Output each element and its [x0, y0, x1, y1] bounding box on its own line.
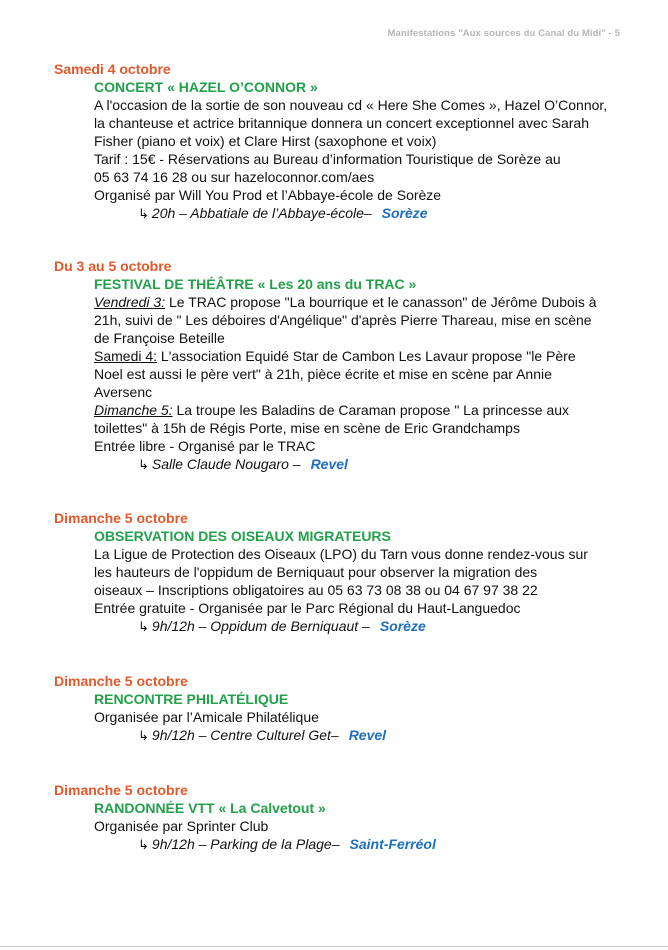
event-description-line: la chanteuse et actrice britannique donnera un concert exceptionnel avec Sarah [94, 115, 589, 131]
event-time-venue: Salle Claude Nougaro – [151, 456, 301, 472]
event-location [138, 835, 629, 854]
arrow-icon: ↳ [138, 728, 149, 743]
event-description-line: Noel est aussi le père vert" à 21h, pièce écrite et mise en scène par Annie [94, 366, 552, 382]
event-town: Saint-Ferréol [349, 836, 436, 852]
event-description-line: les hauteurs de l'oppidum de Berniquaut pour observer la migration des [94, 564, 538, 580]
event-time-venue: 9h/12h – Centre Culturel Get– [151, 727, 339, 743]
event-block [54, 781, 629, 854]
event-time-venue: 20h – Abbatiale de l’Abbaye-école– [151, 205, 372, 221]
event-location [138, 726, 629, 745]
day-description: La troupe les Baladins de Caraman propose " La princesse aux [172, 402, 570, 418]
event-body [94, 527, 629, 636]
event-town: Revel [310, 456, 348, 472]
event-body [94, 78, 629, 223]
event-block [54, 257, 629, 474]
event-description-line: La Ligue de Protection des Oiseaux (LPO) du Tarn vous donne rendez-vous sur [94, 546, 588, 562]
event-block [54, 672, 629, 745]
event-title: CONCERT « HAZEL O’CONNOR » [94, 79, 318, 95]
event-description-line [94, 401, 629, 419]
event-description-line: de Françoise Beteille [94, 330, 225, 346]
event-date: Dimanche 5 octobre [54, 510, 188, 526]
event-block [54, 60, 629, 223]
arrow-icon: ↳ [138, 206, 149, 221]
event-description-line: Organisée par Sprinter Club [94, 818, 269, 834]
event-date: Du 3 au 5 octobre [54, 258, 172, 274]
arrow-icon: ↳ [138, 457, 149, 472]
event-town: Revel [348, 727, 387, 743]
event-description-line: 21h, suivi de " Les déboires d'Angélique" d'après Pierre Thareau, mise en scène [94, 312, 592, 328]
event-description-line: Aversenc [94, 384, 153, 400]
page-header: Manifestations "Aux sources du Canal du Midi" - 5 [387, 28, 620, 39]
event-title: FESTIVAL DE THÉÂTRE « Les 20 ans du TRAC » [94, 276, 417, 292]
day-label: Samedi 4: [94, 348, 158, 364]
event-body [94, 690, 629, 745]
event-town: Sorèze [379, 618, 426, 634]
event-body [94, 275, 629, 474]
event-description-line [94, 293, 629, 311]
event-description-line: Entrée gratuite - Organisée par le Parc Régional du Haut-Languedoc [94, 600, 521, 616]
event-date: Dimanche 5 octobre [54, 782, 188, 798]
event-town: Sorèze [381, 205, 428, 221]
event-description-line: Organisé par Will You Prod et l’Abbaye-école de Sorèze [94, 187, 442, 203]
event-date: Dimanche 5 octobre [54, 673, 188, 689]
event-time-venue: 9h/12h – Parking de la Plage– [151, 836, 340, 852]
event-description-line: oiseaux – Inscriptions obligatoires au 05 63 73 08 38 ou 04 67 97 38 22 [94, 582, 538, 598]
event-title: RENCONTRE PHILATÉLIQUE [94, 691, 289, 707]
event-description-line: toilettes" à 15h de Régis Porte, mise en scène de Eric Grandchamps [94, 420, 520, 436]
arrow-icon: ↳ [138, 837, 149, 852]
event-block [54, 509, 629, 636]
event-description-line: Organisée par l’Amicale Philatélique [94, 709, 319, 725]
event-time-venue: 9h/12h – Oppidum de Berniquaut – [151, 618, 370, 634]
event-location [138, 455, 629, 474]
day-label: Vendredi 3: [94, 294, 166, 310]
event-location [138, 204, 629, 223]
day-description: L'association Equidé Star de Cambon Les Lavaur propose "le Père [157, 348, 576, 364]
event-title: OBSERVATION DES OISEAUX MIGRATEURS [94, 528, 391, 544]
bottom-rule [0, 946, 668, 947]
event-description-line [94, 347, 629, 365]
event-description-line: Entrée libre - Organisé par le TRAC [94, 438, 316, 454]
event-description-line: 05 63 74 16 28 ou sur hazeloconnor.com/aes [94, 169, 375, 185]
day-label: Dimanche 5: [94, 402, 173, 418]
event-date: Samedi 4 octobre [54, 61, 171, 77]
arrow-icon: ↳ [138, 619, 149, 634]
event-title: RANDONNÉE VTT « La Calvetout » [94, 800, 326, 816]
event-description-line: A l'occasion de la sortie de son nouveau cd « Here She Comes », Hazel O’Connor, [94, 97, 608, 113]
event-description-line: Tarif : 15€ - Réservations au Bureau d’information Touristique de Sorèze au [94, 151, 561, 167]
event-description-line: Fisher (piano et voix) et Clare Hirst (saxophone et voix) [94, 133, 437, 149]
event-body [94, 799, 629, 854]
day-description: Le TRAC propose "La bourrique et le canasson" de Jérôme Dubois à [165, 294, 597, 310]
event-location [138, 617, 629, 636]
